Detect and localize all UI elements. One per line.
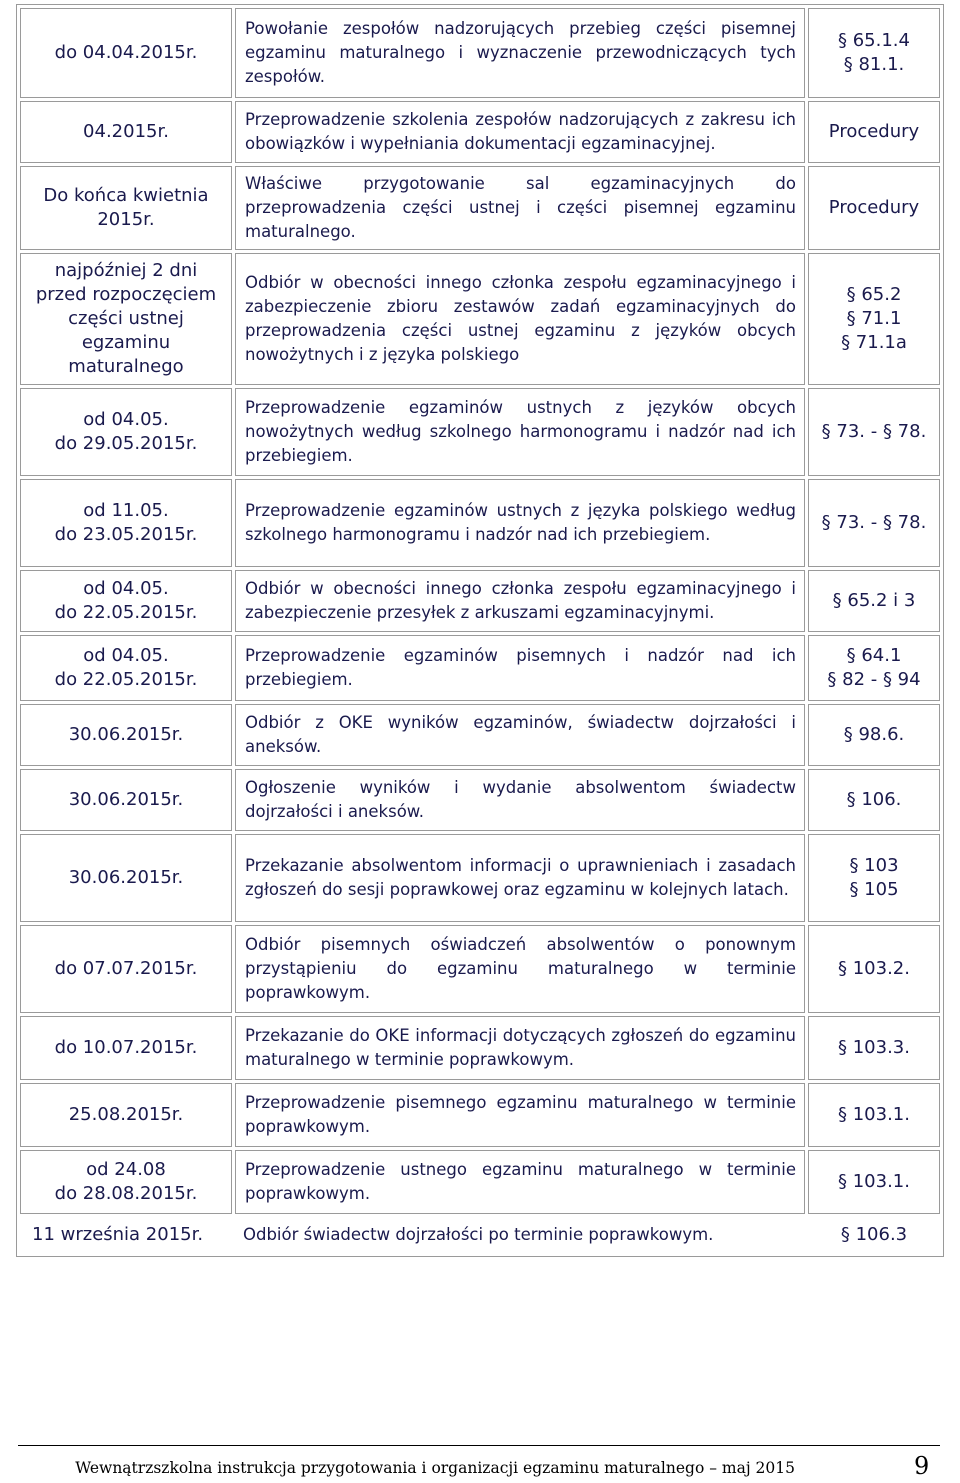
reference-line: § 81.1. [843, 54, 905, 75]
date-line: 30.06.2015r. [68, 724, 184, 745]
footer-caption: Wewnątrzszkolna instrukcja przygotowania i organizacji egzaminu maturalnego – maj 2015 [75, 1459, 795, 1477]
date-line: do 29.05.2015r. [54, 433, 198, 454]
date-cell [20, 166, 232, 250]
reference-cell [808, 101, 940, 163]
table-row [20, 253, 940, 385]
date-cell [20, 8, 232, 98]
reference-line: Procedury [828, 121, 920, 142]
reference-line: § 103 [849, 855, 899, 876]
date-line: do 04.04.2015r. [54, 42, 198, 63]
reference-cell [808, 570, 940, 632]
date-line: do 22.05.2015r. [54, 669, 198, 690]
table-row [20, 479, 940, 567]
date-line: 25.08.2015r. [68, 1104, 184, 1125]
date-cell [20, 704, 232, 766]
date-line: części ustnej [68, 308, 184, 329]
description-cell: Odbiór z OKE wyników egzaminów, świadectw dojrzałości i aneksów. [235, 704, 805, 766]
table-row [20, 8, 940, 98]
reference-line: § 73. - § 78. [821, 421, 927, 442]
date-line: 30.06.2015r. [68, 789, 184, 810]
reference-cell [808, 834, 940, 922]
table-row [20, 1016, 940, 1080]
date-cell [20, 925, 232, 1013]
reference-line: § 103.2. [838, 958, 910, 979]
date-line: 30.06.2015r. [68, 867, 184, 888]
reference-cell [808, 253, 940, 385]
reference-line: § 98.6. [843, 724, 905, 745]
schedule-body [20, 8, 940, 1253]
footer-divider [18, 1445, 940, 1446]
date-cell [20, 1083, 232, 1147]
description-cell: Przekazanie do OKE informacji dotyczących zgłoszeń do egzaminu maturalnego w terminie poprawkowym. [235, 1016, 805, 1080]
table-row [20, 388, 940, 476]
date-line: od 11.05. [83, 500, 169, 521]
reference-line: § 82 - § 94 [827, 669, 921, 690]
date-line: Do końca kwietnia [43, 185, 209, 206]
table-row [20, 166, 940, 250]
description-cell: Odbiór pisemnych oświadczeń absolwentów o ponownym przystąpieniu do egzaminu maturalnego w terminie poprawkowym. [235, 925, 805, 1013]
table-row [20, 925, 940, 1013]
reference-cell [808, 166, 940, 250]
date-line: maturalnego [68, 356, 184, 377]
reference-line: § 106. [846, 789, 902, 810]
date-line: egzaminu [81, 332, 171, 353]
description-cell: Ogłoszenie wyników i wydanie absolwentom świadectw dojrzałości i aneksów. [235, 769, 805, 831]
reference-cell [808, 479, 940, 567]
date-line: do 10.07.2015r. [54, 1037, 198, 1058]
description-cell: Powołanie zespołów nadzorujących przebieg części pisemnej egzaminu maturalnego i wyznaczenie przewodniczących tych zespołów. [235, 8, 805, 98]
date-line: 2015r. [97, 209, 155, 230]
date-line: od 04.05. [83, 645, 169, 666]
reference-line: § 65.1.4 [838, 30, 910, 51]
date-line: do 22.05.2015r. [54, 602, 198, 623]
table-row [20, 704, 940, 766]
description-cell: Przekazanie absolwentom informacji o uprawnieniach i zasadach zgłoszeń do sesji poprawkowej oraz egzaminu w kolejnych latach. [235, 834, 805, 922]
schedule-table [16, 4, 944, 1257]
reference-line: § 103.1. [838, 1104, 910, 1125]
reference-line: § 105 [849, 879, 899, 900]
date-cell [20, 769, 232, 831]
reference-cell [808, 1150, 940, 1214]
date-line: od 24.08 [86, 1159, 166, 1180]
description-cell: Przeprowadzenie pisemnego egzaminu maturalnego w terminie poprawkowym. [235, 1083, 805, 1147]
date-cell [20, 1150, 232, 1214]
date-line: do 23.05.2015r. [54, 524, 198, 545]
date-line: do 07.07.2015r. [54, 958, 198, 979]
table-row [20, 1150, 940, 1214]
table-row [20, 635, 940, 701]
reference-line: § 65.2 i 3 [832, 590, 916, 611]
date-line: przed rozpoczęciem [35, 284, 217, 305]
table-row-final [20, 1217, 940, 1253]
date-line: od 04.05. [83, 409, 169, 430]
table-row [20, 769, 940, 831]
description-cell: Przeprowadzenie szkolenia zespołów nadzorujących z zakresu ich obowiązków i wypełniania dokumentacji egzaminacyjnej. [235, 101, 805, 163]
reference-line: § 103.3. [838, 1037, 910, 1058]
reference-line: Procedury [828, 197, 920, 218]
final-description-cell: Odbiór świadectw dojrzałości po terminie poprawkowym. [243, 1225, 714, 1244]
reference-cell [808, 925, 940, 1013]
date-line: do 28.08.2015r. [54, 1183, 198, 1204]
date-cell [20, 388, 232, 476]
description-cell: Przeprowadzenie ustnego egzaminu maturalnego w terminie poprawkowym. [235, 1150, 805, 1214]
date-line: 04.2015r. [83, 121, 169, 142]
description-cell: Właściwe przygotowanie sal egzaminacyjnych do przeprowadzenia części ustnej i części pisemnej egzaminu maturalnego. [235, 166, 805, 250]
reference-cell [808, 1083, 940, 1147]
date-cell [20, 101, 232, 163]
table-row [20, 101, 940, 163]
description-cell: Przeprowadzenie egzaminów pisemnych i nadzór nad ich przebiegiem. [235, 635, 805, 701]
date-cell [20, 253, 232, 385]
date-line: najpóźniej 2 dni [54, 260, 198, 281]
reference-line: § 103.1. [838, 1171, 910, 1192]
reference-line: § 71.1 [846, 308, 902, 329]
table-row [20, 570, 940, 632]
date-cell [20, 479, 232, 567]
date-cell [20, 1016, 232, 1080]
reference-cell [808, 1016, 940, 1080]
reference-cell [808, 704, 940, 766]
reference-cell [808, 635, 940, 701]
description-cell: Przeprowadzenie egzaminów ustnych z języków obcych nowożytnych według szkolnego harmonogramu i nadzór nad ich przebiegiem. [235, 388, 805, 476]
date-cell [20, 834, 232, 922]
reference-cell [808, 769, 940, 831]
date-line: od 04.05. [83, 578, 169, 599]
reference-line: § 65.2 [846, 284, 902, 305]
reference-cell [808, 8, 940, 98]
reference-line: § 73. - § 78. [821, 512, 927, 533]
table-row [20, 1083, 940, 1147]
final-reference-cell: § 106.3 [840, 1224, 908, 1245]
description-cell: Odbiór w obecności innego członka zespołu egzaminacyjnego i zabezpieczenie przesyłek z arkuszami egzaminacyjnymi. [235, 570, 805, 632]
description-cell: Przeprowadzenie egzaminów ustnych z języka polskiego według szkolnego harmonogramu i nadzór nad ich przebiegiem. [235, 479, 805, 567]
reference-line: § 64.1 [846, 645, 902, 666]
reference-cell [808, 388, 940, 476]
reference-line: § 71.1a [841, 332, 907, 353]
date-cell [20, 570, 232, 632]
table-row [20, 834, 940, 922]
page-number: 9 [914, 1452, 930, 1480]
date-cell [20, 635, 232, 701]
description-cell: Odbiór w obecności innego członka zespołu egzaminacyjnego i zabezpieczenie zbioru zestawów zadań egzaminacyjnych do przeprowadzenia części ustnej egzaminu z języków obcych nowożytnych i z języka polskiego [235, 253, 805, 385]
final-date-cell: 11 września 2015r. [32, 1224, 204, 1245]
